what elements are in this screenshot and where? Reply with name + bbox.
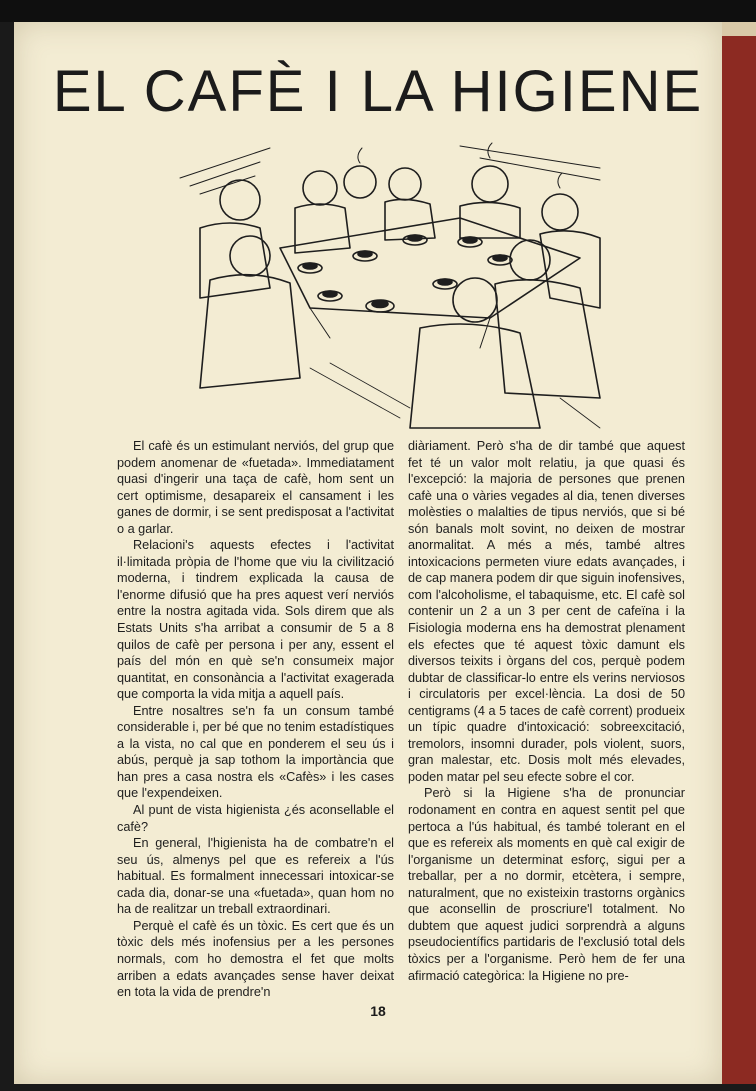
page-number: 18 xyxy=(370,1003,386,1019)
binding-spine xyxy=(722,22,756,1084)
binding-strip xyxy=(722,22,756,36)
article-title: EL CAFÈ I LA HIGIENE xyxy=(52,59,704,124)
paragraph: Al punt de vista higienista ¿és aconsellable el cafè? xyxy=(117,803,394,834)
text-column-right xyxy=(408,438,685,984)
paragraph: Perquè el cafè és un tòxic. Es cert que és un tòxic dels més inofensius per a les persones normals, com ho demostra el fet que molts arriben a edats avançades sense haver deixat en tota la vida de prendre'n xyxy=(117,918,394,1000)
paragraph: Entre nosaltres se'n fa un consum també considerable i, per bé que no tenim estadístiques a la vista, no cal que en ponderem el seu ús i abús, perquè ja sap tothom la importància que han pres a casa nostra els «Cafès» i les cases que l'expendeixen. xyxy=(117,703,394,801)
illustration-men-drinking-coffee xyxy=(160,138,620,438)
paragraph: Però si la Higiene s'ha de pronunciar rodonament en contra en aquest sentit pel que pertoca a l'ús habitual, és també tolerant en el que es refereix als moments en què cal exigir de l'organisme un determinat esforç, sigui per a treballar, per a no dormir, etcètera, i sempre, naturalment, que no existeixin trastorns orgànics que aconsellin de proscriure'l totalment. No dubtem que aquest judici sorprendrà a alguns pseudocientífics partidaris de l'exclusió total dels tòxics per a l'organisme. Però hem de fer una afirmació categòrica: la Higiene no pre- xyxy=(408,786,685,983)
paragraph: El cafè és un estimulant nerviós, del grup que podem anomenar de «fuetada». Immediatament quasi d'ingerir una taça de cafè, hom sent un cert optimisme, desapareix el cansament i les ganes de dormir, i se sent predisposat a l'activitat o a garlar. xyxy=(117,439,394,536)
paragraph: En general, l'higienista ha de combatre'n el seu ús, almenys pel que es refereix a l'ús habitual. Es formalment innecessari intoxicar-se cada dia, donar-se una «fuetada», quan hom no ha de realitzar un treball extraordinari. xyxy=(117,836,394,917)
paragraph: Relacioni's aquests efectes i l'activitat il·limitada pròpia de l'home que viu la civilització moderna, i tindrem explicada la causa de l'enorme difusió que ha pres aquest verí nerviós entre la nostra agitada vida. Sols direm que als Estats Units s'ha arribat a consumir de 5 a 8 quilos de cafè per persona i per any, essent el país del món en què se'n consumeix major quantitat, en consonància a l'activitat exagerada que comporta la vida mitja a aquell país. xyxy=(117,538,394,702)
text-column-left xyxy=(117,438,394,1001)
paragraph: diàriament. Però s'ha de dir també que aquest fet té un valor molt relatiu, ja que quasi és l'excepció: la majoria de persones que prenen cafè una o vàries vegades al dia, tenen diverses molèsties o malalties de tipus nerviós, que si bé són banals molt sovint, no deixen de mostrar anormalitat. A més a més, també altres intoxicacions permeten viure edats avançades, i de cap manera podem dir que siguin inofensives, com l'alcoholisme, el tabaquisme, etc. El cafè sol contenir un 2 a un 3 per cent de cafeïna i la Fisiologia moderna ens ha demostrat plenament els efectes que té aquest tòxic damunt els diversos teixits i òrgans del cos, perquè podem dubtar de classificar-lo entre els verins nerviosos i circulatoris per excel·lència. La dosi de 50 centigrams (4 a 5 taces de cafè corrent) produeix un típic quadre d'intoxicació: sobreexcitació, tremolors, insomni durader, pols violent, suors, gran malestar, etc. Dosis molt més elevades, poden matar pel seu efecte sobre el cor. xyxy=(408,439,685,784)
top-edge xyxy=(0,0,756,22)
